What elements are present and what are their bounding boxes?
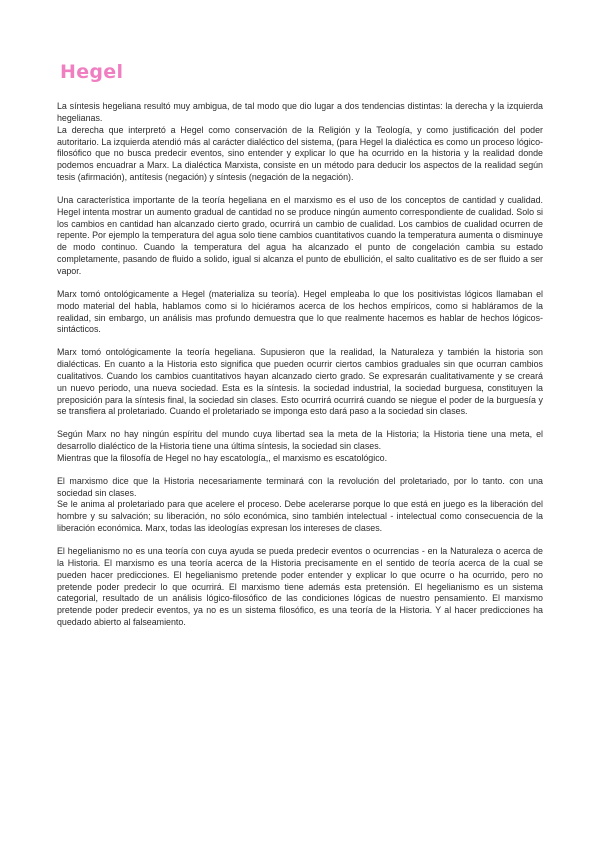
paragraph-line: La derecha que interpretó a Hegel como conservación de la Religión y la Teología, y como justificación del poder autoritario. La izquierda atendió más al carácter dialéctico del sistema, (para Hegel la dialéctica es como un proceso lógico-filosófico que no busca predecir eventos, sino entender y explicar lo que ha ocurrido en la historia y la realidad donde podemos encuadrar a Marx. La dialéctica Marxista, consiste en un método para deducir los aspectos de la realidad según tesis (afirmación), antítesis (negación) y síntesis (negación de la negación). — [57, 124, 543, 183]
paragraph-historia-dialectica — [57, 347, 543, 418]
paragraph-cantidad-cualidad — [57, 195, 543, 278]
paragraph-line: Marx tomó ontológicamente la teoría hegeliana. Supusieron que la realidad, la Naturaleza y también la historia son dialécticas. En cuanto a la Historia esto significa que pueden ocurrir ciertos cambios graduales sin que ocurran cambios cualitativos. Cuando los cambios cuantitativos hayan alcanzado cierto grado. Se expresarán cualitativamente y se creará un nuevo periodo, una nueva sociedad. Esta es la síntesis. la sociedad industrial, la sociedad burguesa, constituyen la preposición para la síntesis final, la sociedad sin clases. Esto ocurrirá ocurrirá cuando se niegue el poder de la burguesía y se transfiera al proletariado. Cuando el proletariado se imponga esto dará paso a la sociedad sin clases. — [57, 347, 543, 417]
paragraph-prediccion — [57, 546, 543, 629]
paragraph-line: Mientras que la filosofía de Hegel no hay escatología,, el marxismo es escatológico. — [57, 452, 388, 463]
paragraph-line: Marx tomó ontológicamente a Hegel (materializa su teoría). Hegel empleaba lo que los positivistas lógicos llamaban el modo material del habla, hablamos como si lo hiciéramos acerca de los hechos empíricos, como si habláramos de la realidad, sin embargo, un análisis mas profundo demuestra que lo que realmente hacemos es hablar de hechos lógicos-sintácticos. — [57, 288, 543, 335]
paragraph-line: Según Marx no hay ningún espíritu del mundo cuya libertad sea la meta de la Historia; la Historia tiene una meta, el desarrollo dialéctico de la Historia tiene una última síntesis, la sociedad sin clases. — [57, 429, 543, 452]
paragraph-line: Una característica importante de la teoría hegeliana en el marxismo es el uso de los conceptos de cantidad y cualidad. Hegel intenta mostrar un aumento gradual de cantidad no se produce ningún aumento correspondiente de cualidad. Solo si los cambios en cantidad han alcanzado cierto grado, ocurrirá un cambio de cualidad. Los cambios de cualidad ocurren de repente. Por ejemplo la temperatura del agua solo tiene cambios cuantitativos cuando la temperatura aumenta o disminuye de modo continuo. Cuando la temperatura del agua ha alcanzado el punto de congelación cambia su estado completamente, pasando de fluido a solido, igual si alcanza el punto de ebullición, el salto cualitativo es de ser fluido a ser vapor. — [57, 194, 543, 276]
paragraph-tendencias — [57, 101, 543, 184]
paragraph-line: El hegelianismo no es una teoría con cuya ayuda se pueda predecir eventos o ocurrencias - en la Naturaleza o acerca de la Historia. El marxismo es una teoría acerca de la Historia precisamente en el sentido de teoría acerca de la cual se pueden hacer predicciones. El hegelianismo pretende poder entender y explicar lo que ocurre o ha ocurrido, pero no pretende poder predecir lo que ocurrirá. El marxismo tiene además esta pretensión. El hegelianismo es un sistema categorial, resultado de un análisis lógico-filosófico de las condiciones lógicas de nuestro pensamiento. El marxismo pretende poder predecir eventos, ya no es un sistema filosófico, es una teoría de la Historia. Y al hacer predicciones ha quedado abierto al falseamiento. — [57, 546, 543, 628]
paragraph-marx-ontologico — [57, 289, 543, 336]
paragraph-revolucion — [57, 476, 543, 535]
paragraph-line: El marxismo dice que la Historia necesariamente terminará con la revolución del proletariado, por lo tanto. con una sociedad sin clases. — [57, 475, 543, 498]
paragraph-escatologia — [57, 429, 543, 465]
page-title: Hegel — [60, 61, 124, 83]
paragraph-line: La síntesis hegeliana resultó muy ambigua, de tal modo que dio lugar a dos tendencias distintas: la derecha y la izquierda hegelianas. — [57, 101, 543, 123]
paragraph-line: Se le anima al proletariado para que acelere el proceso. Debe acelerarse porque lo que está en juego es la liberación del hombre y su salvación; su liberación, no sólo económica, sino también intelectual - intelectual como consecuencia de la liberación económica. Marx, todas las ideologías expresan los intereses de clases. — [57, 499, 543, 534]
